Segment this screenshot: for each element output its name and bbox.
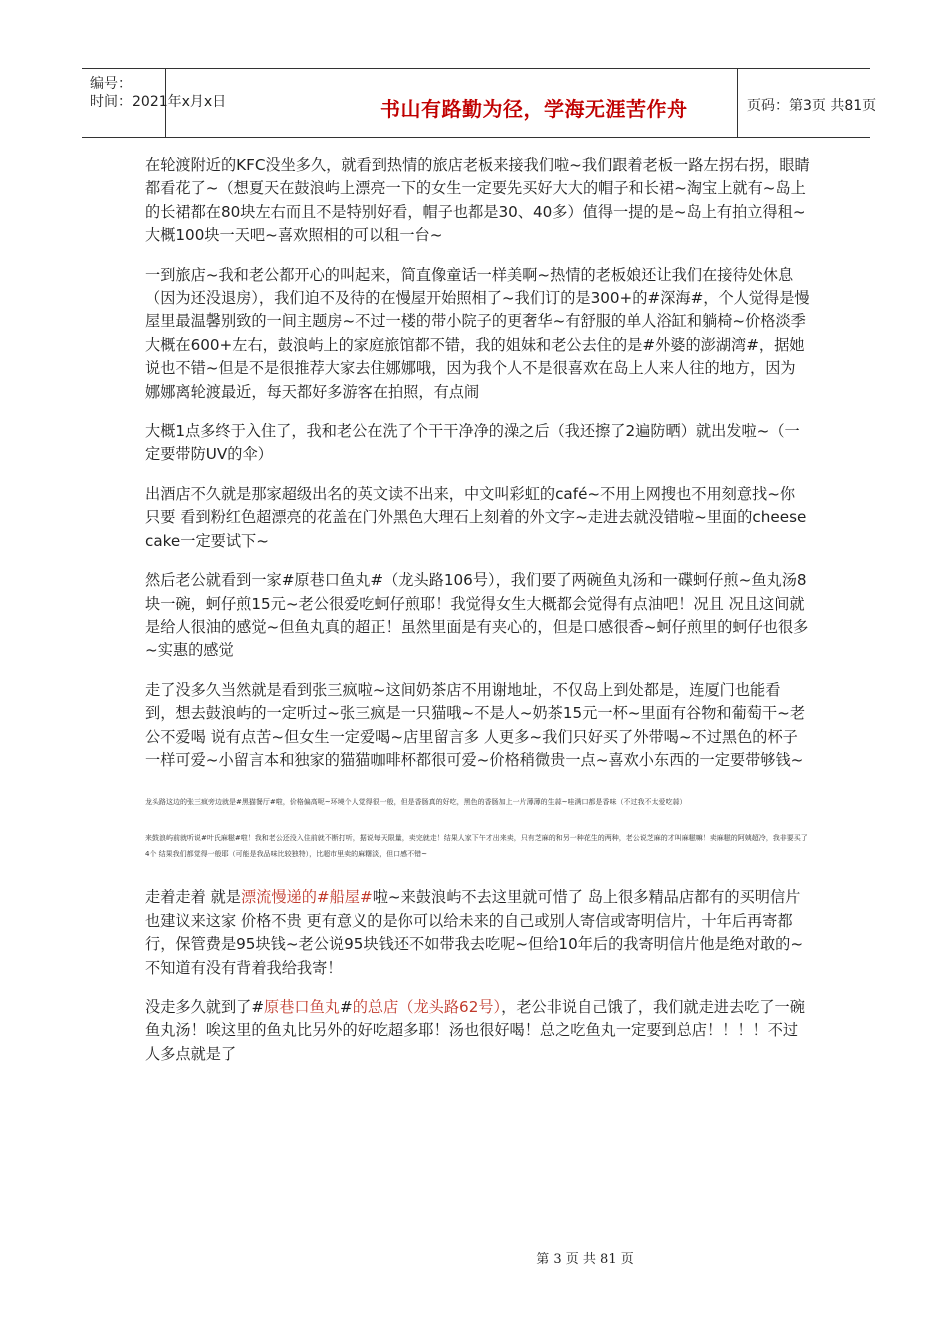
- small-note: 来鼓浪屿前就听说#叶氏麻糍#啦！我和老公还没入住前就不断打听，据说每天限量，卖完就走！结果人家下午才出来卖，只有芝麻的和另一种花生的两种，老公说芝麻的才叫麻糍嘛！卖麻糍的阿姨超冷，我非要买了4个 结果我们都觉得一般耶（可能是我品味比较独特），比超市里卖的麻糬淡，但口感不错~: [145, 834, 808, 859]
- paragraph: 一到旅店~我和老公都开心的叫起来，简直像童话一样美啊~热情的老板娘还让我们在接待处休息（因为还没退房），我们迫不及待的在慢屋开始照相了~我们订的是300+的#深海#，个人觉得是慢屋里最温馨别致的一间主题房~不过一楼的带小院子的更奢华~有舒服的单人浴缸和躺椅~价格淡季大概在600+左右，鼓浪屿上的家庭旅馆都不错，我的姐妹和老公去住的是#外婆的澎湖湾#，据她说也不错~但是不是很推荐大家去住娜娜哦，因为我个人不是很喜欢在岛上人来人往的地方，因为娜娜离轮渡最近，每天都好多游客在拍照，有点闹: [145, 265, 810, 401]
- paragraph: 走了没多久当然就是看到张三疯啦~这间奶茶店不用谢地址，不仅岛上到处都是，连厦门也能看到，想去鼓浪屿的一定听过~张三疯是一只猫哦~不是人~奶茶15元一杯~里面有谷物和葡萄干~老公不爱喝 说有点苦~但女生一定爱喝~店里留言多 人更多~我们只好买了外带喝~不过黑色的杯子一样可爱~小留言本和独家的猫猫咖啡杯都很可爱~价格稍微贵一点~喜欢小东西的一定要带够钱~: [145, 680, 806, 769]
- highlight-link[interactable]: 漂流慢递的#船屋#: [240, 888, 373, 907]
- text-segment: 没走多久就到了#: [145, 997, 265, 1016]
- article-body: [145, 154, 810, 1082]
- time-label: 时间：2021年x月x日: [90, 94, 227, 110]
- text-segment: 走着走着 就是: [145, 888, 241, 907]
- number-label: 编号：: [90, 76, 132, 92]
- header-meta: [82, 69, 227, 137]
- footer-page-number: 第 3 页 共 81 页: [536, 1252, 634, 1267]
- paragraph-fishball-main: [145, 996, 810, 1066]
- text-segment: 啦~来鼓浪屿不去这里就可惜了 岛上很多精品店都有的买明信片 也建议来这家 价格不贵 更有意义的是你可以给未来的自己或别人寄信或寄明信片，十年后再寄都行，保管费是95块钱~老公说95块钱还不如带我去吃呢~但给10年后的我寄明信片他是绝对敢的~不知道有没有背着我给我寄！: [145, 888, 804, 977]
- paragraph-boat-house: [145, 886, 810, 980]
- paragraph: 出酒店不久就是那家超级出名的英文读不出来，中文叫彩虹的café~不用上网搜也不用刻意找~你只要 看到粉红色超漂亮的花盖在门外黑色大理石上刻着的外文字~走进去就没错啦~里面的cheese cake一定要试下~: [145, 484, 807, 550]
- header-motto-cell: [165, 69, 738, 137]
- paragraph: 然后老公就看到一家#原巷口鱼丸#（龙头路106号），我们要了两碗鱼丸汤和一碟蚵仔煎~鱼丸汤8块一碗，蚵仔煎15元~老公很爱吃蚵仔煎耶！我觉得女生大概都会觉得有点油吧！况且 况且这间就是给人很油的感觉~但鱼丸真的超正！虽然里面是有夹心的，但是口感很香~蚵仔煎里的蚵仔也很多~实惠的感觉: [145, 571, 809, 660]
- motto: 书山有路勤为径，学海无涯苦作舟: [380, 97, 688, 121]
- highlight-link[interactable]: 的总店（龙头路62号）: [352, 997, 502, 1016]
- page-header: [82, 68, 877, 138]
- small-note: 龙头路这边的张三疯旁边就是#黑猫餐厅#啦，价格偏高呢~环境个人觉得很一般，但是香肠真的好吃，黑色的香肠加上一片薄薄的生蒜~哇满口都是香味（不过我不太爱吃蒜）: [145, 798, 687, 807]
- text-segment: #: [339, 997, 353, 1016]
- page-info: 页码：第3页 共81页: [747, 98, 877, 114]
- page-footer: [0, 1248, 950, 1267]
- text-segment: ，老公非说自己饿了，我们就走进去吃了一碗鱼丸汤！唉这里的鱼丸比另外的好吃超多耶！汤也很好喝！总之吃鱼丸一定要到总店！！！！不过人多点就是了: [145, 997, 805, 1063]
- paragraph: 在轮渡附近的KFC没坐多久，就看到热情的旅店老板来接我们啦~我们跟着老板一路左拐右拐，眼睛都看花了~（想夏天在鼓浪屿上漂亮一下的女生一定要先买好大大的帽子和长裙~淘宝上就有~岛上的长裙都在80块左右而且不是特别好看，帽子也都是30、40多）值得一提的是~岛上有拍立得租~大概100块一天吧~喜欢照相的可以租一台~: [145, 156, 810, 245]
- highlight-link[interactable]: 原巷口鱼丸: [264, 997, 340, 1016]
- header-page-cell: [737, 69, 877, 137]
- paragraph: 大概1点多终于入住了，我和老公在洗了个干干净净的澡之后（我还擦了2遍防晒）就出发啦~（一定要带防UV的伞）: [145, 422, 800, 464]
